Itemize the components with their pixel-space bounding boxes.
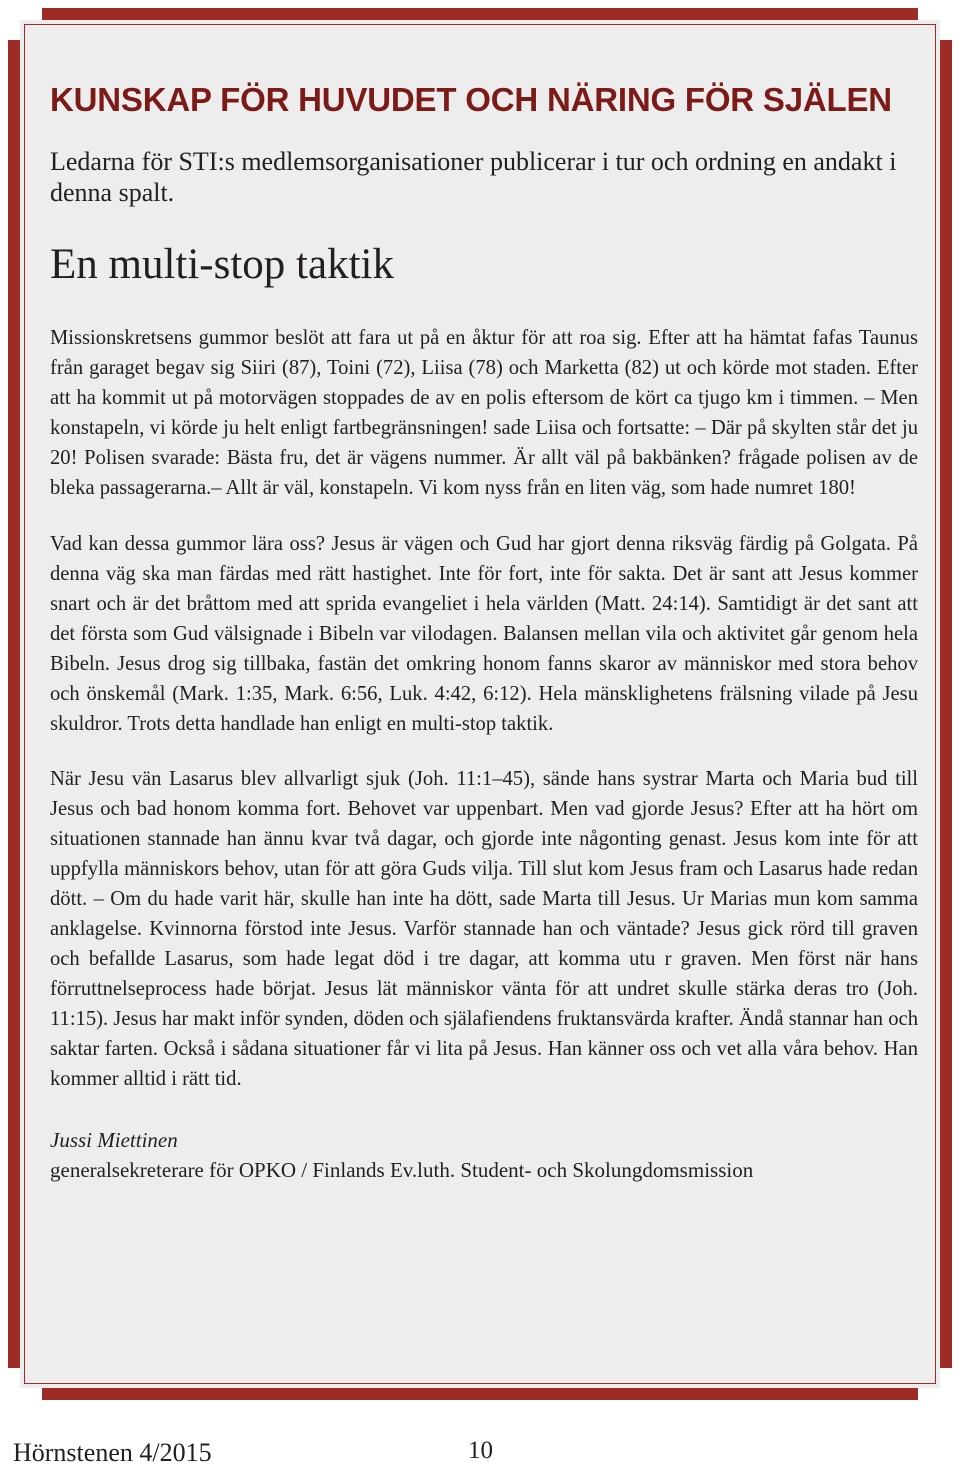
section-headline: KUNSKAP FÖR HUVUDET OCH NÄRING FÖR SJÄLEN: [50, 81, 892, 118]
article-title: En multi-stop taktik: [50, 241, 394, 288]
author-role: generalsekreterare för OPKO / Finlands Ev.luth. Student- och Skolungdomsmission: [50, 1158, 754, 1182]
page-number: 10: [468, 1437, 493, 1464]
body-paragraph-3: När Jesu vän Lasarus blev allvarligt sjuk (Joh. 11:1–45), sände hans systrar Marta och Maria bud till Jesus och bad honom komma fort. Behovet var uppenbart. Men vad gjorde Jesus? Efter att ha hört om situationen stannade han ännu kvar två dagar, och gjorde inte någonting genast. Jesus kom inte för att uppfylla människors behov, utan för att göra Guds vilja. Till slut kom Jesus fram och Lasarus hade redan dött. – Om du hade varit här, skulle han inte ha dött, sade Marta till Jesus. Ur Marias mun kom samma anklagelse. Kvinnorna förstod inte Jesus. Varför stannade han och väntade? Jesus gick rörd till graven och befallde Lasarus, som hade legat död i tre dagar, att komma utu r graven. Men först när hans förruttnelseprocess hade börjat. Jesus lät människor vänta för att undret skulle stärka deras tro (Joh. 11:15). Jesus har makt inför synden, döden och själafiendens fruktansvärda krafter. Ändå stannar han och saktar farten. Också i sådana situationer får vi lita på Jesus. Han känner oss och vet alla våra behov. Han kommer alltid i rätt tid.: [50, 768, 918, 1090]
author-name: Jussi Miettinen: [50, 1128, 178, 1152]
intro-text: Ledarna för STI:s medlemsorganisationer publicerar i tur och ordning en andakt i denna spalt.: [50, 147, 897, 207]
footer-publication: Hörnstenen 4/2015: [13, 1438, 212, 1467]
body-paragraph-2: Vad kan dessa gummor lära oss? Jesus är vägen och Gud har gjort denna riksväg färdig på Golgata. På denna väg ska man färdas med rätt hastighet. Inte för fort, inte för sakta. Det är sant att Jesus kommer snart och är det bråttom med att sprida evangeliet i hela världen (Matt. 24:14). Samtidigt är det sant att det första som Gud välsignade i Bibeln var vilodagen. Balansen mellan vila och aktivitet går genom hela Bibeln. Jesus drog sig tillbaka, fastän det omkring honom fanns skaror av människor med stora behov och önskemål (Mark. 1:35, Mark. 6:56, Luk. 4:42, 6:12). Hela mänsklighetens frälsning vilade på Jesu skuldror. Trots detta handlade han enligt en multi-stop taktik.: [50, 533, 918, 735]
article: [50, 74, 918, 1185]
body-paragraph-1: Missionskretsens gummor beslöt att fara ut på en åktur för att roa sig. Efter att ha hämtat fafas Taunus från garaget begav sig Siiri (87), Toini (72), Liisa (78) och Marketta (82) ut och körde mot staden. Efter att ha kommit ut på motorvägen stoppades de av en polis eftersom de kört ca tjugo km i timmen. – Men konstapeln, vi körde ju helt enligt fartbegränsningen! sade Liisa och fortsatte: – Där på skylten står det ju 20! Polisen svarade: Bästa fru, det är vägens nummer. Är allt väl på bakbänken? frågade polisen av de bleka passagerarna.– Allt är väl, konstapeln. Vi kom nyss från en liten väg, som hade numret 180!: [50, 327, 918, 499]
